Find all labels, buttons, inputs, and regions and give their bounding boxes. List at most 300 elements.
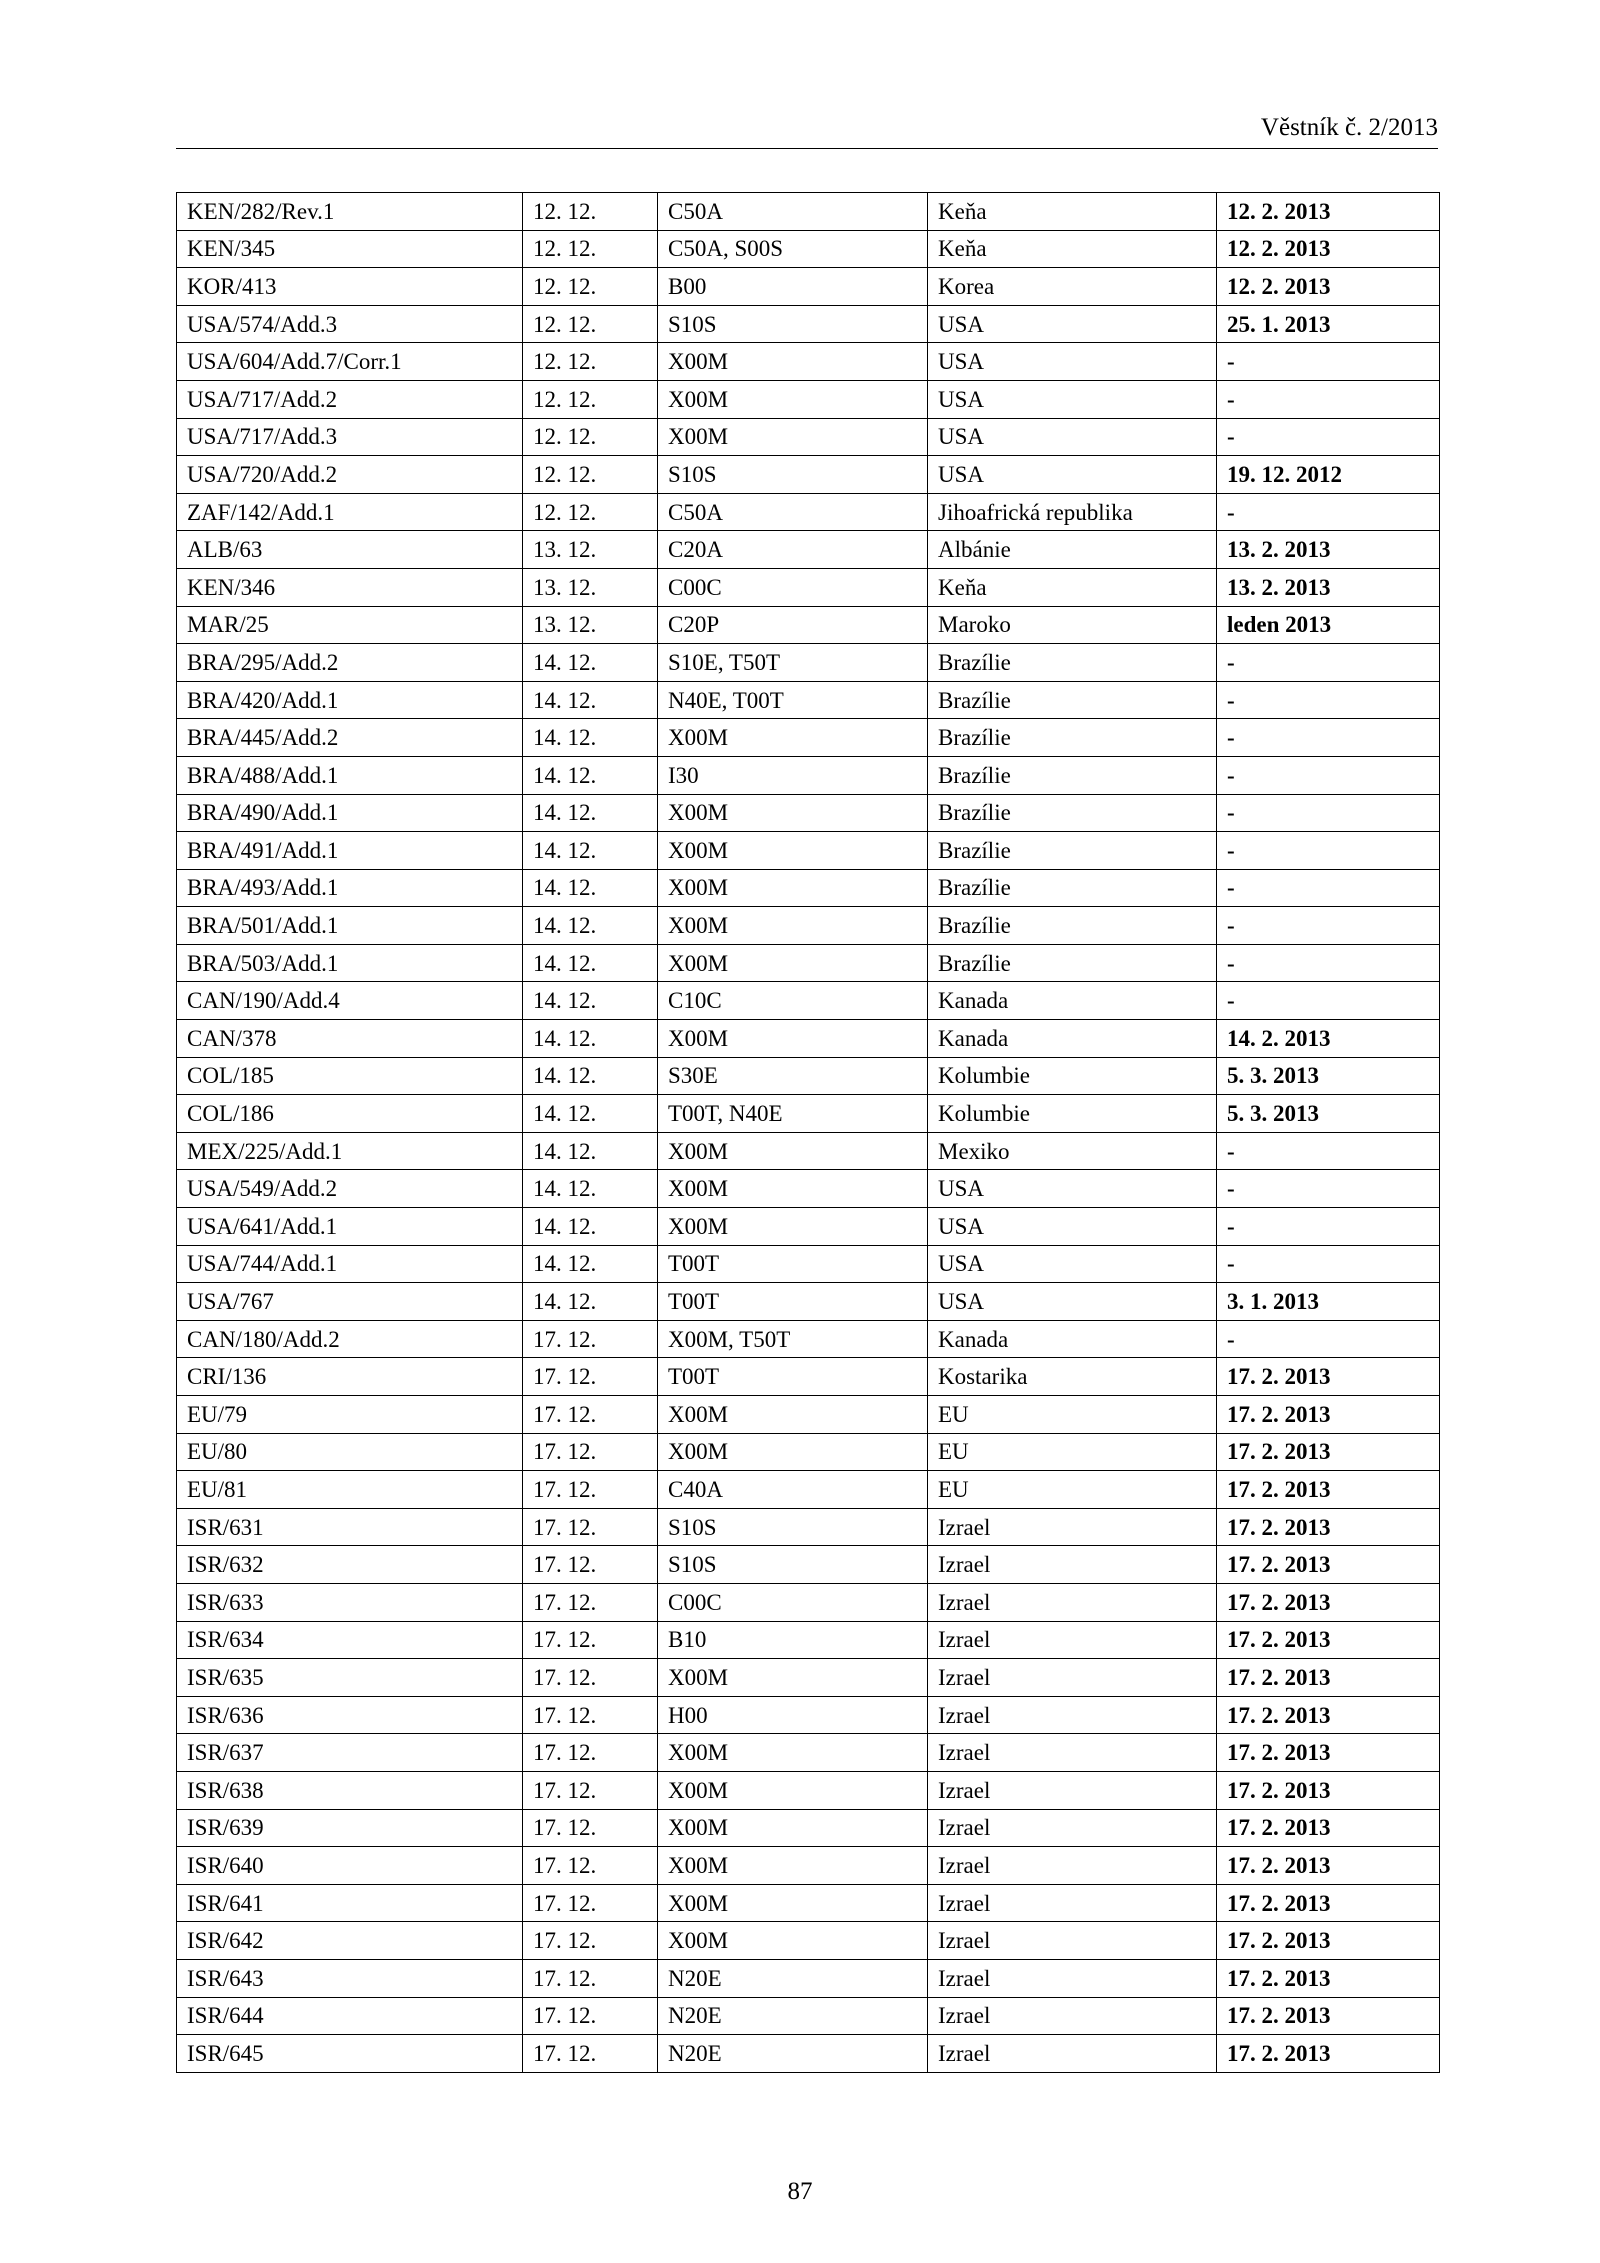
table-row [177,1771,1440,1809]
date-cell: 17. 12. [523,1771,658,1809]
document-symbol-cell: USA/767 [177,1283,523,1321]
deadline-cell: - [1217,644,1440,682]
code-cell: N20E [658,1959,928,1997]
country-cell: Izrael [928,1997,1217,2035]
table-row [177,1471,1440,1509]
country-cell: Keňa [928,193,1217,231]
document-symbol-cell: ISR/634 [177,1621,523,1659]
date-cell: 14. 12. [523,1095,658,1133]
country-cell: Albánie [928,531,1217,569]
table-row [177,343,1440,381]
deadline-cell: 12. 2. 2013 [1217,268,1440,306]
date-cell: 17. 12. [523,1546,658,1584]
code-cell: C00C [658,1583,928,1621]
date-cell: 17. 12. [523,1696,658,1734]
table-row [177,606,1440,644]
date-cell: 17. 12. [523,1471,658,1509]
document-symbol-cell: ISR/633 [177,1583,523,1621]
code-cell: X00M [658,1433,928,1471]
table-row [177,982,1440,1020]
country-cell: Izrael [928,1771,1217,1809]
deadline-cell: 25. 1. 2013 [1217,305,1440,343]
document-symbol-cell: KEN/282/Rev.1 [177,193,523,231]
code-cell: T00T [658,1245,928,1283]
document-symbol-cell: ISR/643 [177,1959,523,1997]
code-cell: X00M [658,1734,928,1772]
table-row [177,1922,1440,1960]
date-cell: 17. 12. [523,1583,658,1621]
document-symbol-cell: USA/717/Add.2 [177,380,523,418]
document-symbol-cell: ISR/639 [177,1809,523,1847]
table-row [177,1057,1440,1095]
date-cell: 14. 12. [523,944,658,982]
table-row [177,1208,1440,1246]
country-cell: USA [928,1208,1217,1246]
code-cell: I30 [658,756,928,794]
code-cell: B10 [658,1621,928,1659]
country-cell: Brazílie [928,794,1217,832]
document-symbol-cell: BRA/501/Add.1 [177,907,523,945]
date-cell: 12. 12. [523,493,658,531]
country-cell: EU [928,1471,1217,1509]
code-cell: X00M [658,794,928,832]
code-cell: X00M [658,944,928,982]
date-cell: 17. 12. [523,1847,658,1885]
date-cell: 12. 12. [523,230,658,268]
date-cell: 14. 12. [523,681,658,719]
deadline-cell: - [1217,756,1440,794]
country-cell: USA [928,305,1217,343]
document-symbol-cell: KEN/346 [177,568,523,606]
code-cell: X00M [658,1847,928,1885]
document-symbol-cell: EU/80 [177,1433,523,1471]
code-cell: C00C [658,568,928,606]
document-symbol-cell: BRA/295/Add.2 [177,644,523,682]
country-cell: Brazílie [928,869,1217,907]
country-cell: USA [928,1170,1217,1208]
code-cell: C40A [658,1471,928,1509]
table-row [177,1132,1440,1170]
document-symbol-cell: MAR/25 [177,606,523,644]
deadline-cell: 17. 2. 2013 [1217,1809,1440,1847]
deadline-cell: - [1217,493,1440,531]
deadline-cell: 19. 12. 2012 [1217,456,1440,494]
document-symbol-cell: ISR/631 [177,1508,523,1546]
table-row [177,681,1440,719]
country-cell: Brazílie [928,719,1217,757]
deadline-cell: 17. 2. 2013 [1217,1734,1440,1772]
document-symbol-cell: BRA/445/Add.2 [177,719,523,757]
country-cell: Korea [928,268,1217,306]
table-row [177,456,1440,494]
table-row [177,1546,1440,1584]
document-symbol-cell: BRA/503/Add.1 [177,944,523,982]
code-cell: T00T [658,1358,928,1396]
date-cell: 17. 12. [523,1621,658,1659]
table-row [177,1320,1440,1358]
code-cell: S10S [658,305,928,343]
country-cell: Brazílie [928,644,1217,682]
table-row [177,531,1440,569]
deadline-cell: 17. 2. 2013 [1217,1922,1440,1960]
date-cell: 13. 12. [523,568,658,606]
country-cell: Jihoafrická republika [928,493,1217,531]
country-cell: Izrael [928,1847,1217,1885]
table-row [177,1659,1440,1697]
code-cell: X00M [658,1208,928,1246]
date-cell: 13. 12. [523,606,658,644]
deadline-cell: 14. 2. 2013 [1217,1020,1440,1058]
deadline-cell: 17. 2. 2013 [1217,1508,1440,1546]
date-cell: 14. 12. [523,832,658,870]
deadline-cell: - [1217,1245,1440,1283]
code-cell: X00M [658,907,928,945]
deadline-cell: - [1217,1132,1440,1170]
code-cell: X00M [658,418,928,456]
country-cell: Brazílie [928,832,1217,870]
code-cell: X00M [658,1132,928,1170]
deadline-cell: 17. 2. 2013 [1217,1621,1440,1659]
table-row [177,794,1440,832]
deadline-cell: 17. 2. 2013 [1217,1884,1440,1922]
date-cell: 17. 12. [523,1884,658,1922]
document-symbol-cell: EU/79 [177,1396,523,1434]
table-row [177,193,1440,231]
document-symbol-cell: BRA/420/Add.1 [177,681,523,719]
date-cell: 14. 12. [523,756,658,794]
deadline-cell: - [1217,1208,1440,1246]
table-row [177,493,1440,531]
country-cell: USA [928,343,1217,381]
code-cell: X00M [658,1771,928,1809]
code-cell: X00M [658,1396,928,1434]
document-symbol-cell: KEN/345 [177,230,523,268]
table-row [177,832,1440,870]
code-cell: C50A [658,493,928,531]
code-cell: X00M [658,869,928,907]
page-number: 87 [787,2178,813,2205]
table-row [177,230,1440,268]
date-cell: 12. 12. [523,380,658,418]
date-cell: 13. 12. [523,531,658,569]
document-symbol-cell: USA/604/Add.7/Corr.1 [177,343,523,381]
document-symbol-cell: ISR/642 [177,1922,523,1960]
deadline-cell: - [1217,343,1440,381]
deadline-cell: 17. 2. 2013 [1217,1959,1440,1997]
code-cell: T00T [658,1283,928,1321]
deadline-cell: - [1217,832,1440,870]
deadline-cell: 17. 2. 2013 [1217,1659,1440,1697]
country-cell: Izrael [928,1884,1217,1922]
table-row [177,2035,1440,2073]
country-cell: Izrael [928,2035,1217,2073]
document-symbol-cell: BRA/491/Add.1 [177,832,523,870]
table-row [177,1508,1440,1546]
document-symbol-cell: COL/186 [177,1095,523,1133]
deadline-cell: 3. 1. 2013 [1217,1283,1440,1321]
table-row [177,1245,1440,1283]
deadline-cell: 17. 2. 2013 [1217,1583,1440,1621]
table-row [177,869,1440,907]
document-symbol-cell: ISR/641 [177,1884,523,1922]
document-symbol-cell: COL/185 [177,1057,523,1095]
date-cell: 14. 12. [523,1132,658,1170]
code-cell: X00M [658,1922,928,1960]
code-cell: X00M [658,343,928,381]
date-cell: 17. 12. [523,1734,658,1772]
code-cell: T00T, N40E [658,1095,928,1133]
deadline-cell: 17. 2. 2013 [1217,1997,1440,2035]
date-cell: 17. 12. [523,1997,658,2035]
date-cell: 12. 12. [523,343,658,381]
code-cell: X00M [658,719,928,757]
table-row [177,907,1440,945]
deadline-cell: 17. 2. 2013 [1217,1396,1440,1434]
date-cell: 17. 12. [523,1433,658,1471]
date-cell: 14. 12. [523,869,658,907]
date-cell: 12. 12. [523,305,658,343]
table-row [177,380,1440,418]
code-cell: C50A, S00S [658,230,928,268]
deadline-cell: - [1217,869,1440,907]
country-cell: Brazílie [928,681,1217,719]
date-cell: 12. 12. [523,418,658,456]
document-symbol-cell: CAN/180/Add.2 [177,1320,523,1358]
document-symbol-cell: MEX/225/Add.1 [177,1132,523,1170]
document-symbol-cell: ISR/638 [177,1771,523,1809]
date-cell: 12. 12. [523,268,658,306]
date-cell: 17. 12. [523,1508,658,1546]
table-row [177,1696,1440,1734]
document-symbol-cell: ZAF/142/Add.1 [177,493,523,531]
date-cell: 17. 12. [523,1959,658,1997]
document-symbol-cell: USA/720/Add.2 [177,456,523,494]
document-symbol-cell: ISR/645 [177,2035,523,2073]
country-cell: Izrael [928,1621,1217,1659]
document-symbol-cell: ALB/63 [177,531,523,569]
country-cell: Brazílie [928,944,1217,982]
date-cell: 14. 12. [523,907,658,945]
table-row [177,1809,1440,1847]
table-row [177,1170,1440,1208]
table-row [177,1884,1440,1922]
document-symbol-cell: ISR/632 [177,1546,523,1584]
date-cell: 14. 12. [523,1283,658,1321]
date-cell: 17. 12. [523,1809,658,1847]
deadline-cell: 13. 2. 2013 [1217,568,1440,606]
table-row [177,1095,1440,1133]
country-cell: Izrael [928,1546,1217,1584]
document-symbol-cell: USA/717/Add.3 [177,418,523,456]
date-cell: 14. 12. [523,719,658,757]
deadline-cell: 17. 2. 2013 [1217,2035,1440,2073]
document-symbol-cell: CAN/190/Add.4 [177,982,523,1020]
deadline-cell: 17. 2. 2013 [1217,1546,1440,1584]
code-cell: X00M [658,1809,928,1847]
code-cell: S10S [658,456,928,494]
deadline-cell: 17. 2. 2013 [1217,1433,1440,1471]
table-row [177,1621,1440,1659]
page-header [176,112,1438,149]
country-cell: Maroko [928,606,1217,644]
country-cell: Brazílie [928,907,1217,945]
deadline-cell: 5. 3. 2013 [1217,1057,1440,1095]
table-row [177,1283,1440,1321]
date-cell: 12. 12. [523,193,658,231]
date-cell: 17. 12. [523,1659,658,1697]
deadline-cell: - [1217,1320,1440,1358]
table-row [177,1020,1440,1058]
document-symbol-cell: KOR/413 [177,268,523,306]
table-row [177,418,1440,456]
deadline-cell: 17. 2. 2013 [1217,1358,1440,1396]
date-cell: 17. 12. [523,1320,658,1358]
table-row [177,568,1440,606]
country-cell: Izrael [928,1809,1217,1847]
date-cell: 14. 12. [523,644,658,682]
table-row [177,1847,1440,1885]
table-row [177,719,1440,757]
document-symbol-cell: USA/744/Add.1 [177,1245,523,1283]
code-cell: H00 [658,1696,928,1734]
table-row [177,756,1440,794]
date-cell: 17. 12. [523,2035,658,2073]
document-symbol-cell: USA/549/Add.2 [177,1170,523,1208]
deadline-cell: 17. 2. 2013 [1217,1696,1440,1734]
code-cell: X00M [658,832,928,870]
code-cell: C20P [658,606,928,644]
country-cell: USA [928,1283,1217,1321]
deadline-cell: - [1217,907,1440,945]
deadline-cell: 5. 3. 2013 [1217,1095,1440,1133]
code-cell: X00M [658,1884,928,1922]
deadline-cell: 12. 2. 2013 [1217,193,1440,231]
deadline-cell: 17. 2. 2013 [1217,1771,1440,1809]
notification-table [176,192,1440,2073]
code-cell: C10C [658,982,928,1020]
table-row [177,1734,1440,1772]
code-cell: N40E, T00T [658,681,928,719]
code-cell: X00M [658,380,928,418]
country-cell: Izrael [928,1696,1217,1734]
document-symbol-cell: EU/81 [177,1471,523,1509]
table-row [177,1583,1440,1621]
document-symbol-cell: BRA/493/Add.1 [177,869,523,907]
date-cell: 17. 12. [523,1922,658,1960]
date-cell: 14. 12. [523,1208,658,1246]
date-cell: 12. 12. [523,456,658,494]
country-cell: EU [928,1396,1217,1434]
date-cell: 14. 12. [523,1057,658,1095]
code-cell: N20E [658,2035,928,2073]
country-cell: Izrael [928,1922,1217,1960]
country-cell: EU [928,1433,1217,1471]
table-row [177,1959,1440,1997]
table-row [177,1433,1440,1471]
country-cell: USA [928,418,1217,456]
country-cell: Kanada [928,1320,1217,1358]
country-cell: Izrael [928,1583,1217,1621]
country-cell: Kolumbie [928,1095,1217,1133]
code-cell: S30E [658,1057,928,1095]
table-row [177,305,1440,343]
table-row [177,268,1440,306]
code-cell: S10S [658,1508,928,1546]
deadline-cell: - [1217,1170,1440,1208]
country-cell: Keňa [928,568,1217,606]
document-symbol-cell: USA/574/Add.3 [177,305,523,343]
date-cell: 14. 12. [523,1020,658,1058]
country-cell: Kostarika [928,1358,1217,1396]
document-symbol-cell: CAN/378 [177,1020,523,1058]
document-symbol-cell: USA/641/Add.1 [177,1208,523,1246]
deadline-cell: - [1217,681,1440,719]
code-cell: S10S [658,1546,928,1584]
country-cell: Kanada [928,982,1217,1020]
country-cell: USA [928,1245,1217,1283]
document-symbol-cell: ISR/640 [177,1847,523,1885]
code-cell: S10E, T50T [658,644,928,682]
deadline-cell: 17. 2. 2013 [1217,1847,1440,1885]
deadline-cell: - [1217,982,1440,1020]
code-cell: X00M, T50T [658,1320,928,1358]
code-cell: B00 [658,268,928,306]
code-cell: X00M [658,1659,928,1697]
country-cell: USA [928,456,1217,494]
document-symbol-cell: ISR/644 [177,1997,523,2035]
document-symbol-cell: ISR/637 [177,1734,523,1772]
code-cell: C50A [658,193,928,231]
code-cell: X00M [658,1170,928,1208]
table-row [177,1396,1440,1434]
table-row [177,1358,1440,1396]
date-cell: 17. 12. [523,1358,658,1396]
deadline-cell: - [1217,794,1440,832]
deadline-cell: 12. 2. 2013 [1217,230,1440,268]
document-symbol-cell: BRA/490/Add.1 [177,794,523,832]
deadline-cell: - [1217,944,1440,982]
code-cell: C20A [658,531,928,569]
document-symbol-cell: ISR/635 [177,1659,523,1697]
deadline-cell: - [1217,719,1440,757]
date-cell: 14. 12. [523,1170,658,1208]
table-row [177,944,1440,982]
deadline-cell: 13. 2. 2013 [1217,531,1440,569]
country-cell: Izrael [928,1659,1217,1697]
date-cell: 14. 12. [523,1245,658,1283]
country-cell: Izrael [928,1508,1217,1546]
country-cell: Mexiko [928,1132,1217,1170]
country-cell: Brazílie [928,756,1217,794]
country-cell: Kanada [928,1020,1217,1058]
country-cell: USA [928,380,1217,418]
deadline-cell: - [1217,418,1440,456]
date-cell: 17. 12. [523,1396,658,1434]
country-cell: Izrael [928,1959,1217,1997]
deadline-cell: - [1217,380,1440,418]
journal-title: Věstník č. 2/2013 [1260,114,1438,141]
country-cell: Izrael [928,1734,1217,1772]
code-cell: X00M [658,1020,928,1058]
deadline-cell: 17. 2. 2013 [1217,1471,1440,1509]
table-body [177,193,1440,2073]
country-cell: Kolumbie [928,1057,1217,1095]
table-row [177,1997,1440,2035]
document-symbol-cell: CRI/136 [177,1358,523,1396]
date-cell: 14. 12. [523,982,658,1020]
deadline-cell: leden 2013 [1217,606,1440,644]
date-cell: 14. 12. [523,794,658,832]
